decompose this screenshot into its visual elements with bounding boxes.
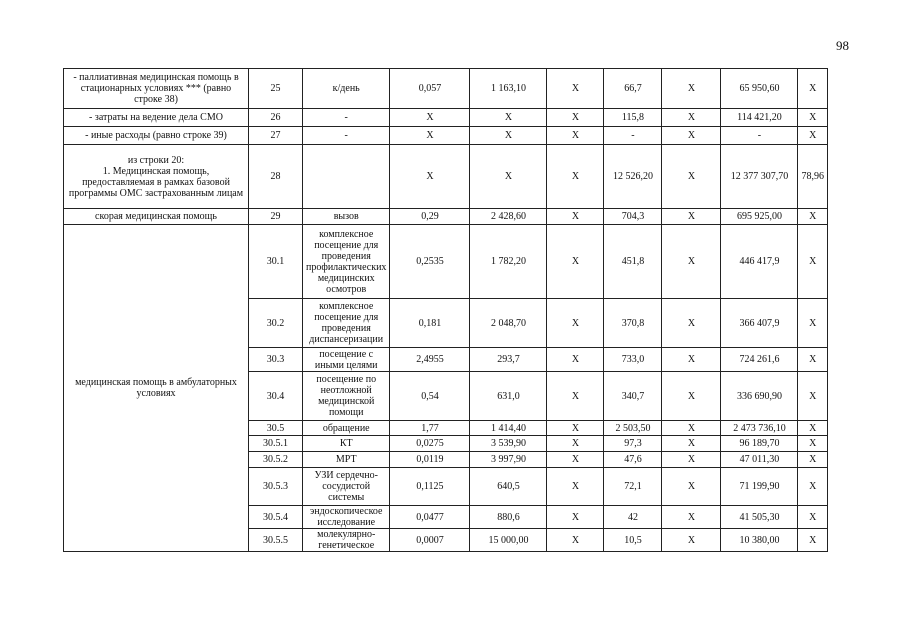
cell-value: X xyxy=(547,436,604,452)
cell-value: 42 xyxy=(604,506,662,529)
cell-value: X xyxy=(662,468,721,506)
cell-value: 47,6 xyxy=(604,452,662,468)
cell-value: X xyxy=(662,421,721,436)
cell-value: X xyxy=(798,468,828,506)
cell-value: 66,7 xyxy=(604,69,662,109)
cell-value: 115,8 xyxy=(604,109,662,127)
cell-value: 10,5 xyxy=(604,529,662,552)
table-row xyxy=(64,145,828,209)
cell-value: X xyxy=(798,109,828,127)
row-unit: комплексное посещение для проведения профилактических медицинских осмотров xyxy=(303,225,390,299)
table-row xyxy=(64,69,828,109)
cell-value: 72,1 xyxy=(604,468,662,506)
row-unit: комплексное посещение для проведения диспансеризации xyxy=(303,299,390,348)
cell-value: X xyxy=(662,145,721,209)
cell-value: 2 048,70 xyxy=(470,299,547,348)
cell-value: - xyxy=(604,127,662,145)
cell-value: 1,77 xyxy=(390,421,470,436)
cell-value: 2 503,50 xyxy=(604,421,662,436)
cell-value: 724 261,6 xyxy=(721,348,798,372)
cell-value: 1 163,10 xyxy=(470,69,547,109)
row-line-number: 30.4 xyxy=(249,372,303,421)
cell-value: X xyxy=(390,145,470,209)
cell-value: X xyxy=(662,209,721,225)
cell-value: 366 407,9 xyxy=(721,299,798,348)
cell-value: X xyxy=(547,145,604,209)
cell-value: X xyxy=(662,529,721,552)
cell-value: 15 000,00 xyxy=(470,529,547,552)
cell-value: X xyxy=(470,109,547,127)
cell-value: 695 925,00 xyxy=(721,209,798,225)
row-unit: посещение по неотложной медицинской помощи xyxy=(303,372,390,421)
row-line-number: 25 xyxy=(249,69,303,109)
cell-value: X xyxy=(798,436,828,452)
cell-value: X xyxy=(547,299,604,348)
cell-value: X xyxy=(547,127,604,145)
cell-value: 2 428,60 xyxy=(470,209,547,225)
cell-value: X xyxy=(470,127,547,145)
cell-value: 1 414,40 xyxy=(470,421,547,436)
cell-value: 65 950,60 xyxy=(721,69,798,109)
row-line-number: 30.5.2 xyxy=(249,452,303,468)
cell-value: X xyxy=(547,452,604,468)
table-body xyxy=(64,69,828,552)
cell-value: X xyxy=(798,127,828,145)
cell-value: X xyxy=(547,109,604,127)
cell-value: X xyxy=(662,452,721,468)
cell-value: 0,2535 xyxy=(390,225,470,299)
cell-value: X xyxy=(547,225,604,299)
table-row xyxy=(64,225,828,299)
cell-value: X xyxy=(662,506,721,529)
cell-value: 0,057 xyxy=(390,69,470,109)
cell-value: 96 189,70 xyxy=(721,436,798,452)
cell-value: X xyxy=(470,145,547,209)
row-name: из строки 20: 1. Медицинская помощь, предоставляемая в рамках базовой программы ОМС застрахованным лицам xyxy=(64,145,249,209)
row-name: - затраты на ведение дела СМО xyxy=(64,109,249,127)
cell-value: 293,7 xyxy=(470,348,547,372)
cell-value: X xyxy=(798,348,828,372)
cell-value: 2,4955 xyxy=(390,348,470,372)
row-unit: к/день xyxy=(303,69,390,109)
cell-value: 114 421,20 xyxy=(721,109,798,127)
data-table xyxy=(63,68,828,552)
row-line-number: 27 xyxy=(249,127,303,145)
cell-value: X xyxy=(798,299,828,348)
cell-value: X xyxy=(662,299,721,348)
cell-value: X xyxy=(662,225,721,299)
cell-value: 631,0 xyxy=(470,372,547,421)
cell-value: 12 377 307,70 xyxy=(721,145,798,209)
cell-value: 0,0275 xyxy=(390,436,470,452)
cell-value: X xyxy=(662,372,721,421)
row-unit: посещение с иными целями xyxy=(303,348,390,372)
cell-value: X xyxy=(547,69,604,109)
table-row xyxy=(64,109,828,127)
table-row xyxy=(64,209,828,225)
cell-value: 0,0119 xyxy=(390,452,470,468)
cell-value: 336 690,90 xyxy=(721,372,798,421)
cell-value: X xyxy=(547,421,604,436)
cell-value: 446 417,9 xyxy=(721,225,798,299)
page-number: 98 xyxy=(836,38,849,53)
cell-value: X xyxy=(547,372,604,421)
cell-value: 733,0 xyxy=(604,348,662,372)
cell-value: 370,8 xyxy=(604,299,662,348)
row-line-number: 30.5.5 xyxy=(249,529,303,552)
row-unit: эндоскопическое исследование xyxy=(303,506,390,529)
row-line-number: 30.5.4 xyxy=(249,506,303,529)
cell-value: 1 782,20 xyxy=(470,225,547,299)
row-unit: - xyxy=(303,127,390,145)
cell-value: 71 199,90 xyxy=(721,468,798,506)
cell-value: X xyxy=(662,69,721,109)
cell-value: 880,6 xyxy=(470,506,547,529)
cell-value: 451,8 xyxy=(604,225,662,299)
cell-value: X xyxy=(798,421,828,436)
cell-value: 10 380,00 xyxy=(721,529,798,552)
row-line-number: 30.5.3 xyxy=(249,468,303,506)
cell-value: 47 011,30 xyxy=(721,452,798,468)
row-line-number: 28 xyxy=(249,145,303,209)
cell-value: 3 997,90 xyxy=(470,452,547,468)
row-unit: МРТ xyxy=(303,452,390,468)
cell-value: 640,5 xyxy=(470,468,547,506)
cell-value: 78,96 xyxy=(798,145,828,209)
cell-value: X xyxy=(798,452,828,468)
row-unit: КТ xyxy=(303,436,390,452)
cell-value: 12 526,20 xyxy=(604,145,662,209)
cell-value: X xyxy=(390,127,470,145)
cell-value: X xyxy=(798,529,828,552)
cell-value: X xyxy=(547,209,604,225)
row-unit: - xyxy=(303,109,390,127)
cell-value: 340,7 xyxy=(604,372,662,421)
row-line-number: 30.5.1 xyxy=(249,436,303,452)
cell-value: 0,54 xyxy=(390,372,470,421)
row-unit: обращение xyxy=(303,421,390,436)
cell-value: X xyxy=(798,69,828,109)
cell-value: X xyxy=(798,209,828,225)
row-name: - паллиативная медицинская помощь в стационарных условиях *** (равно строке 38) xyxy=(64,69,249,109)
group-label: медицинская помощь в амбулаторных условиях xyxy=(64,225,249,552)
cell-value: X xyxy=(662,109,721,127)
cell-value: X xyxy=(390,109,470,127)
cell-value: 704,3 xyxy=(604,209,662,225)
cell-value: 3 539,90 xyxy=(470,436,547,452)
row-line-number: 30.1 xyxy=(249,225,303,299)
cell-value: 0,0477 xyxy=(390,506,470,529)
row-line-number: 30.2 xyxy=(249,299,303,348)
cell-value: X xyxy=(547,529,604,552)
cell-value: 41 505,30 xyxy=(721,506,798,529)
row-name: скорая медицинская помощь xyxy=(64,209,249,225)
cell-value: X xyxy=(662,348,721,372)
row-unit: УЗИ сердечно-сосудистой системы xyxy=(303,468,390,506)
cell-value: X xyxy=(662,436,721,452)
cell-value: 0,29 xyxy=(390,209,470,225)
cell-value: 2 473 736,10 xyxy=(721,421,798,436)
cell-value: 0,181 xyxy=(390,299,470,348)
cell-value: X xyxy=(798,372,828,421)
cell-value: X xyxy=(662,127,721,145)
row-line-number: 30.3 xyxy=(249,348,303,372)
cell-value: X xyxy=(547,506,604,529)
cell-value: X xyxy=(798,225,828,299)
row-unit: вызов xyxy=(303,209,390,225)
row-unit xyxy=(303,145,390,209)
row-unit: молекулярно-генетическое xyxy=(303,529,390,552)
row-line-number: 26 xyxy=(249,109,303,127)
cell-value: 97,3 xyxy=(604,436,662,452)
row-line-number: 30.5 xyxy=(249,421,303,436)
table-row xyxy=(64,127,828,145)
cell-value: X xyxy=(798,506,828,529)
cell-value: 0,1125 xyxy=(390,468,470,506)
cell-value: X xyxy=(547,348,604,372)
row-line-number: 29 xyxy=(249,209,303,225)
row-name: - иные расходы (равно строке 39) xyxy=(64,127,249,145)
cell-value: - xyxy=(721,127,798,145)
cell-value: X xyxy=(547,468,604,506)
cell-value: 0,0007 xyxy=(390,529,470,552)
